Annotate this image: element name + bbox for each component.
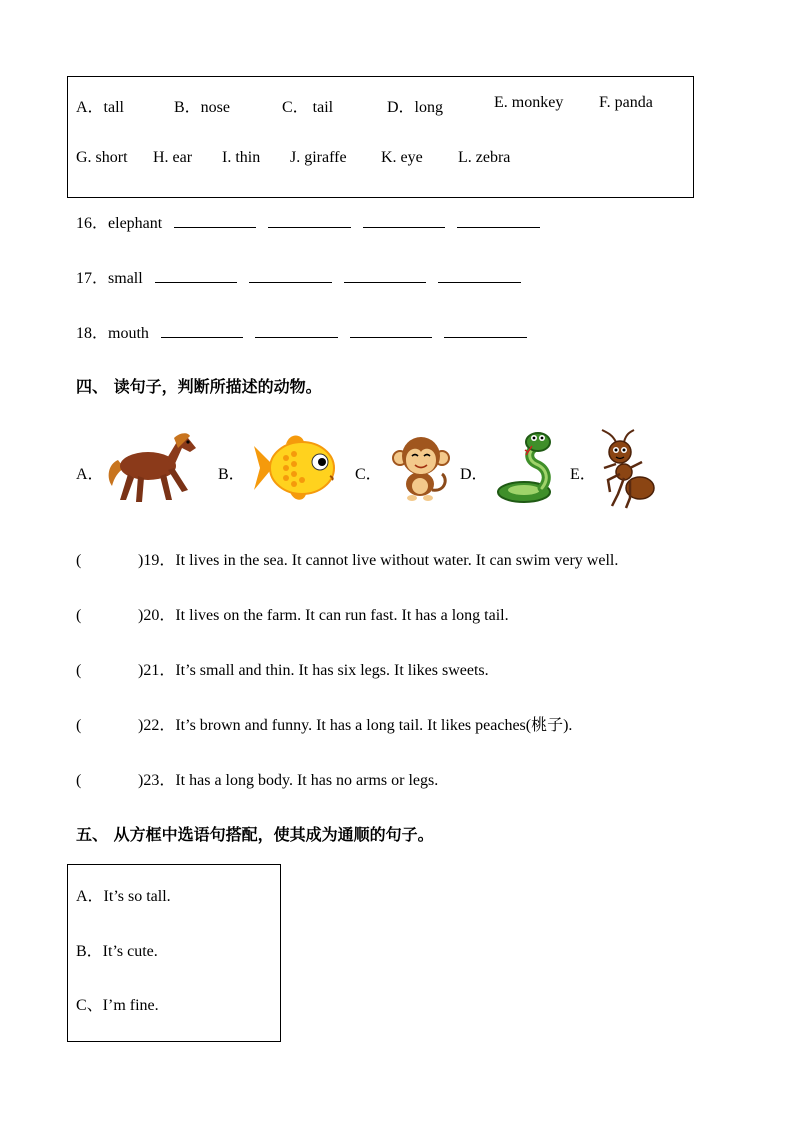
answer-paren[interactable]: (: [76, 662, 82, 679]
sentence-option: A．It’s so tall.: [76, 888, 171, 905]
answer-blank[interactable]: [344, 268, 426, 283]
answer-blank[interactable]: [268, 213, 351, 228]
word-option: A．tall: [76, 99, 124, 116]
option-letter: C．: [355, 466, 382, 483]
item-word: small: [108, 270, 143, 287]
answer-blank[interactable]: [457, 213, 540, 228]
answer-paren[interactable]: (: [76, 772, 82, 789]
fill-item: [76, 320, 527, 343]
question-number: 23．: [143, 772, 176, 789]
question-number: 22．: [143, 717, 176, 734]
section-heading: 四、 读句子，判断所描述的动物。: [76, 377, 322, 396]
answer-paren[interactable]: (: [76, 717, 82, 734]
answer-paren[interactable]: (: [76, 552, 82, 569]
option-letter: A．: [76, 466, 104, 483]
question-row: ( )21．It’s small and thin. It has six legs. It likes sweets.: [76, 662, 489, 679]
option-letter: D．: [460, 466, 488, 483]
word-option: D．long: [387, 99, 444, 116]
word-option: J. giraffe: [290, 149, 347, 166]
item-number: 18．: [76, 325, 109, 342]
answer-blank[interactable]: [155, 268, 237, 283]
sentence-option: B．It’s cute.: [76, 943, 158, 960]
ant-icon: [596, 428, 660, 512]
question-number: 19．: [143, 552, 176, 569]
word-option: I. thin: [222, 149, 261, 166]
word-option: F. panda: [599, 94, 653, 111]
question-text: It’s small and thin. It has six legs. It likes sweets.: [175, 662, 489, 679]
question-text: It’s brown and funny. It has a long tail. It likes peaches(桃子).: [175, 717, 573, 734]
sentence-option: C、I’m fine.: [76, 997, 159, 1014]
word-option: G. short: [76, 149, 128, 166]
word-option: H. ear: [153, 149, 193, 166]
word-option: K. eye: [381, 149, 423, 166]
answer-blank[interactable]: [350, 323, 432, 338]
answer-blank[interactable]: [363, 213, 445, 228]
snake-icon: [494, 430, 556, 508]
fish-icon: [250, 432, 342, 504]
question-number: 21．: [143, 662, 176, 679]
item-number: 16．: [76, 215, 109, 232]
option-letter: E．: [570, 466, 596, 483]
word-option: C． tail: [282, 99, 334, 116]
option-letter: B．: [218, 466, 245, 483]
item-word: elephant: [108, 215, 163, 232]
answer-blank[interactable]: [161, 323, 243, 338]
answer-blank[interactable]: [174, 213, 256, 228]
answer-blank[interactable]: [249, 268, 332, 283]
question-row: ( )23．It has a long body. It has no arms or legs.: [76, 772, 439, 789]
word-option: B．nose: [174, 99, 231, 116]
question-row: ( )22．It’s brown and funny. It has a long tail. It likes peaches(桃子).: [76, 717, 573, 734]
monkey-icon: [392, 434, 450, 502]
section-heading: 五、 从方框中选语句搭配，使其成为通顺的句子。: [76, 825, 434, 844]
question-row: ( )20．It lives on the farm. It can run fast. It has a long tail.: [76, 607, 509, 624]
question-text: It has a long body. It has no arms or legs.: [175, 772, 439, 789]
answer-blank[interactable]: [438, 268, 521, 283]
answer-blank[interactable]: [444, 323, 527, 338]
fill-item: [76, 265, 521, 288]
answer-blank[interactable]: [255, 323, 338, 338]
horse-icon: [104, 430, 204, 506]
answer-paren[interactable]: (: [76, 607, 82, 624]
item-word: mouth: [108, 325, 149, 342]
question-number: 20．: [143, 607, 176, 624]
question-row: ( )19．It lives in the sea. It cannot live without water. It can swim very well.: [76, 552, 619, 569]
fill-item: [76, 210, 540, 233]
question-text: It lives on the farm. It can run fast. It has a long tail.: [175, 607, 509, 624]
word-option: L. zebra: [458, 149, 511, 166]
item-number: 17．: [76, 270, 109, 287]
question-text: It lives in the sea. It cannot live without water. It can swim very well.: [175, 552, 619, 569]
word-option: E. monkey: [494, 94, 564, 111]
